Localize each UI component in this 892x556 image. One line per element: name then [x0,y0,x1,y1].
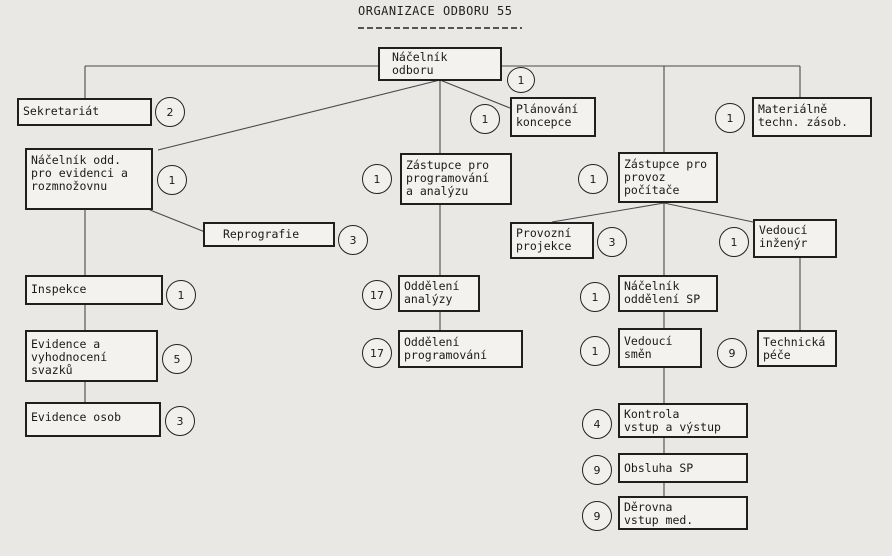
person-records-count: 3 [165,406,195,436]
sp-operation-box: Obsluha SP [618,453,748,483]
io-control-count: 4 [582,409,612,439]
analysis-dept-box: Oddělení analýzy [398,275,480,312]
punch-room-count: 9 [582,501,612,531]
operations-projection-box: Provozní projekce [510,222,594,259]
secretariat-count: 2 [155,97,185,127]
evidence-head-count: 1 [157,165,187,195]
lead-engineer-count: 1 [719,227,749,257]
sp-dept-head-box: Náčelník oddělení SP [618,275,718,312]
programming-dept-count: 17 [362,338,392,368]
reprography-count: 3 [338,225,368,255]
secretariat-box: Sekretariát [17,98,152,126]
technical-care-count: 9 [717,338,747,368]
technical-care-box: Technická péče [757,330,837,367]
lead-engineer-box: Vedoucí inženýr [753,219,837,258]
planning-box: Plánování koncepce [510,97,596,137]
person-records-box: Evidence osob [25,402,161,437]
planning-count: 1 [470,104,500,134]
evidence-head-box: Náčelník odd. pro evidenci a rozmnožovnu [25,148,153,210]
page-title: ORGANIZACE ODBORU 55 [358,4,513,18]
sp-dept-head-count: 1 [580,282,610,312]
materials-box: Materiálně techn. zásob. [752,97,872,137]
io-control-box: Kontrola vstup a výstup [618,403,748,438]
shift-leader-count: 1 [580,336,610,366]
sp-operation-count: 9 [582,455,612,485]
inspection-box: Inspekce [25,275,163,305]
operations-projection-count: 3 [597,227,627,257]
deputy-operations-count: 1 [578,164,608,194]
shift-leader-box: Vedoucí směn [618,328,702,368]
head-of-department-count: 1 [507,67,535,93]
head-of-department-box: Náčelník odboru [378,47,502,81]
programming-dept-box: Oddělení programování [398,330,523,368]
deputy-operations-box: Zástupce pro provoz počítače [618,152,718,203]
reprography-box: Reprografie [203,222,335,247]
bundle-records-box: Evidence a vyhodnocení svazků [25,330,158,382]
punch-room-box: Děrovna vstup med. [618,496,748,530]
deputy-programming-box: Zástupce pro programování a analýzu [400,153,512,205]
deputy-programming-count: 1 [362,164,392,194]
inspection-count: 1 [166,280,196,310]
bundle-records-count: 5 [162,344,192,374]
analysis-dept-count: 17 [362,280,392,310]
materials-count: 1 [715,103,745,133]
